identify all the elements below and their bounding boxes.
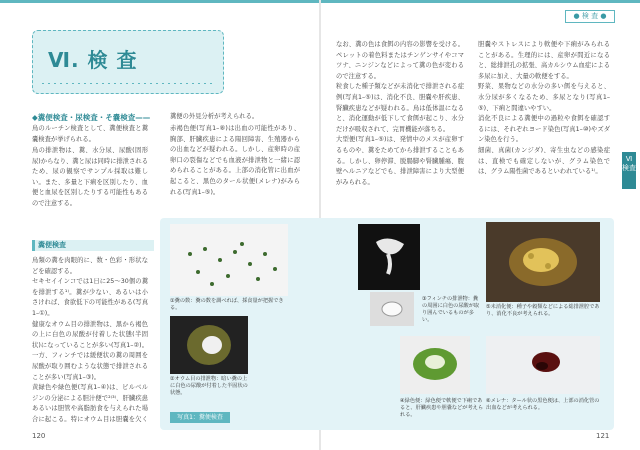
section-heading: ◆糞便検査・尿検査・そ嚢検査——	[32, 113, 151, 122]
photo-1	[170, 224, 288, 296]
photo-1-caption: ①糞の数：糞の数を調べれば、採食量が把握できる。	[170, 298, 284, 311]
photo-tag: 写真1：糞便検査	[170, 412, 230, 423]
left-col2-para1: 糞便の外見分析が考えられる。	[170, 113, 259, 120]
droppings-scatter-image	[170, 224, 288, 296]
photo-5	[486, 222, 600, 302]
left-col1-para2: 鳥の排泄物は、糞、水分尿、尿酸(固形尿)からなり、糞と尿は同時に排泄されるため、尿の観察でサンプル採取は難しい。また、多量と下痢を区別したり、血便と血尿を区別したりする可能性もあるので注意する。	[32, 147, 148, 207]
photo-3b	[370, 292, 414, 326]
left-col2-para2: 赤褐色便(写真1–⑧)は出血の可能性があり、胸部、肝臓疾患による陽回障害、生殖器からの出血などが疑われる。しかし、産卵時の産卵口の裂傷などでも血液が排泄物と一緒に認められることがある。上部の消化管に出血が起こると、黒色のタール状便(メレナ)がみられる(写真1–⑤)。	[170, 125, 300, 196]
photo-3	[358, 224, 420, 290]
title-dots	[40, 82, 212, 85]
finch-dropping-closeup-image	[370, 292, 414, 326]
right-col2-text: 胆嚢やストレスにより軟便や下痢がみられることがある。生理的には、産卵が間近になると、総排泄孔の拡張、高カルシウム血症による多尿に加え、大量の軟便をする。 野菜、果物などの水分の多い餌を与えると、水分尿が多くなるため、多尿となり(写真1–⑤)、下痢と間違いやすい。 消化不良による糞便中の過粒や食餌を確認するには、それぞれヨード染色(写真1–⑩)やズダン染色を行う。 細菌、真菌(カンジダ)、寄生虫などの感染症は、直検でも確定しないが、グラム染色では、グラム陽性菌であるといわれている¹⁾。	[478, 41, 610, 176]
chapter-badge: ● 検 査 ●	[565, 10, 615, 23]
finch-dropping-image	[358, 224, 420, 290]
chapter-side-tab: Ⅵ 検査	[622, 152, 636, 189]
photo-4	[400, 336, 470, 394]
page-number-left: 120	[32, 432, 46, 440]
page-number-right: 121	[596, 432, 610, 440]
photo-4-caption: ④緑色便：緑色便で軟便で下痢であると、肝臓疾患や胆嚢などが考えられる。	[400, 398, 484, 418]
photo-6-caption: ⑥メレナ：タール状の黒色便は、上部の消化管の出血などが考えられる。	[486, 398, 600, 411]
photo-5-caption: ⑤未消化便：種子や穀類などによる総排泄腔であり、消化不良が考えられる。	[486, 304, 600, 317]
right-col1-text: なお、糞の色は食餌の内容の影響を受ける。ペレットの着色料またはチンゲンサイやコマツナ、ニンジンなどによって糞の色が変わるので注意する。 粒食した種子類などが未消化で排泄される症例(写真1–⑤)は、消化不良、胆嚢や肝疾患、腎臓疾患などが疑われる。鳥は低体温になると、消化運動が低下して食餌が起こり、水分だけが吸収されて、完胃機能が落ちる。 大型便(写真1–⑤)は、発情中のメスが産卵するものや、糞をためてから排泄することもある。しかし、卵停滞、脱腸脚や腎臓腫瘍、腹壁ヘルニアなどでも、排泄障害により大型便がみられる。	[336, 41, 464, 186]
subsection-text: 鳥類の糞を肉眼的に、数・色彩・形状などを確認する。 セキセイインコでは1日に25〜30個の糞を排泄する¹⁾。糞が少ない、あるいは小さければ、食欲低下の可能性がある(写真1–①)。 健康なオウム目の排泄物は、黒から褐色の上に白色の尿酸が付着した状態(半固状)になっていることが多い(写真1–②)。一方、フィンチでは緩便状の糞の周囲を尿酸が取り囲むような状態で排泄されることが多い(写真1–③)。 黄緑色や緑色便(写真1–④)は、ビルベルジンの分泌による胆汁便で²⁾³⁾、肝臓疾患あるいは胆管や高脂肪食を与えられた場合に起こる。特にオウム目は胆嚢を欠く	[32, 257, 148, 423]
parrot-dropping-image	[170, 316, 248, 374]
photo-2-caption: ②オウム目の排泄物：暗い糞の上に白色の尿酸が付着した半固状の状態。	[170, 376, 248, 396]
left-col1-para1: 鳥のルーチン検査として、糞便検査と糞嚢検査が挙げられる。	[32, 125, 148, 143]
undigested-dropping-image	[486, 222, 600, 302]
green-dropping-image	[400, 336, 470, 394]
photo-2	[170, 316, 248, 374]
melena-dropping-image	[486, 336, 600, 394]
photo-3-caption: ③フィンチの排泄物：糞の周囲に白色の尿酸が取り囲んでいるものが多い。	[422, 296, 480, 323]
subsection-heading: 糞便検査	[32, 240, 154, 251]
photo-panel	[160, 218, 614, 430]
photo-6	[486, 336, 600, 394]
page-title: Ⅵ. 検 査	[48, 48, 138, 72]
